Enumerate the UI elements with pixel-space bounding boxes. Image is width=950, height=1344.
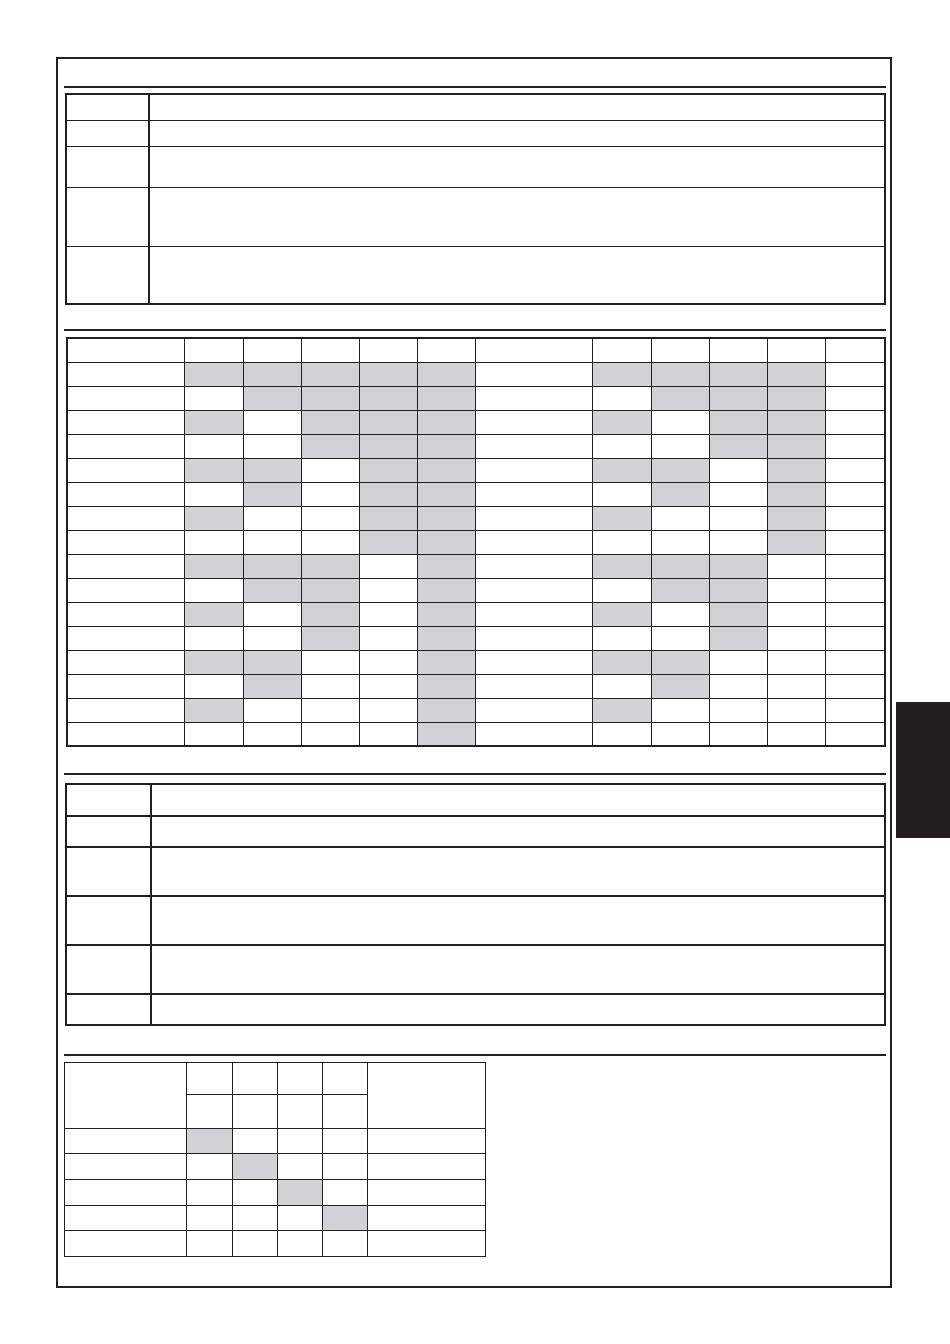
shaded-cell [651,362,709,386]
table-cell [243,338,301,362]
table-row [67,506,885,530]
shaded-cell [417,482,475,506]
shaded-cell [243,674,301,698]
table-cell [592,722,651,746]
table-cell [825,458,885,482]
table-row [65,1063,486,1095]
table-cell [592,530,651,554]
shaded-cell [651,482,709,506]
table-cell [67,650,184,674]
shaded-cell [767,530,825,554]
table-cell [475,434,592,458]
table-cell [184,722,243,746]
table-cell [301,674,359,698]
shaded-cell [417,722,475,746]
table-cell [475,626,592,650]
table-cell [825,578,885,602]
table-cell [243,506,301,530]
table-2 [66,337,886,747]
table-row [67,554,885,578]
table-cell [709,650,767,674]
table-cell [301,458,359,482]
shaded-cell [651,386,709,410]
table-row [67,578,885,602]
table-cell [651,722,709,746]
shaded-cell [301,362,359,386]
table-cell [67,722,184,746]
shaded-cell [709,578,767,602]
table-cell [184,530,243,554]
table-cell [243,722,301,746]
table-cell [651,434,709,458]
shaded-cell [359,458,417,482]
shaded-cell [417,530,475,554]
shaded-cell [301,410,359,434]
table-cell [475,386,592,410]
shaded-cell [651,554,709,578]
section-2-rule [64,329,886,331]
table-cell [67,530,184,554]
shaded-cell [417,434,475,458]
shaded-cell [184,602,243,626]
table-row [66,146,885,187]
table-cell [475,578,592,602]
shaded-cell [767,482,825,506]
table-cell [592,482,651,506]
table-4 [64,1062,486,1257]
table-cell [359,698,417,722]
shaded-cell [767,434,825,458]
table-cell [651,698,709,722]
shaded-cell [243,578,301,602]
table-cell [67,698,184,722]
table-cell [825,698,885,722]
table-cell [67,410,184,434]
table-cell [709,458,767,482]
section-1-rule [64,86,886,88]
table-cell [825,482,885,506]
shaded-cell [709,410,767,434]
table-cell [475,458,592,482]
table-cell [301,722,359,746]
table-cell [67,458,184,482]
table-cell [301,530,359,554]
table-cell [825,602,885,626]
table-cell [475,650,592,674]
section-4-rule [64,1054,886,1056]
table-cell [359,338,417,362]
table-cell [825,674,885,698]
shaded-cell [417,698,475,722]
table-cell [592,386,651,410]
section-3-rule [64,773,886,775]
table-cell [475,530,592,554]
table-cell [767,698,825,722]
table-cell [475,506,592,530]
table-cell [359,602,417,626]
table-cell [475,338,592,362]
table-row [67,386,885,410]
table-cell [67,482,184,506]
table-cell [475,482,592,506]
table-cell [592,674,651,698]
table-cell [825,650,885,674]
table-cell [67,578,184,602]
table-cell [592,578,651,602]
table-cell [359,626,417,650]
table-cell [709,506,767,530]
table-cell [184,434,243,458]
table-row [65,1154,486,1180]
table-row [67,722,885,746]
shaded-cell [709,362,767,386]
table-cell [184,338,243,362]
table-row [67,650,885,674]
table-cell [475,602,592,626]
table-row [67,698,885,722]
table-cell [825,722,885,746]
shaded-cell [709,554,767,578]
shaded-cell [767,386,825,410]
table-row [65,1129,486,1154]
shaded-cell [417,458,475,482]
table-cell [301,338,359,362]
table-cell [651,410,709,434]
shaded-cell [417,626,475,650]
table-cell [67,434,184,458]
table-cell [359,674,417,698]
shaded-cell [417,650,475,674]
table-row [65,1180,486,1206]
shaded-cell [301,434,359,458]
table-cell [709,722,767,746]
shaded-cell [592,554,651,578]
table-cell [592,434,651,458]
shaded-cell [767,362,825,386]
table-cell [651,626,709,650]
table-3 [65,783,886,1026]
table-row [66,784,885,816]
table-row [66,816,885,847]
table-row [67,434,885,458]
table-cell [184,482,243,506]
table-cell [67,626,184,650]
table-cell [767,722,825,746]
shaded-cell [417,410,475,434]
shaded-cell [417,674,475,698]
shaded-cell [359,506,417,530]
table-cell [825,506,885,530]
shaded-cell [592,506,651,530]
shaded-cell [709,602,767,626]
table-row [67,674,885,698]
shaded-cell [243,650,301,674]
table-cell [359,722,417,746]
table-cell [475,698,592,722]
shaded-cell [767,458,825,482]
shaded-cell [184,410,243,434]
shaded-cell [301,386,359,410]
shaded-cell [592,650,651,674]
shaded-cell [417,362,475,386]
shaded-cell [359,410,417,434]
table-cell [67,338,184,362]
shaded-cell [651,650,709,674]
table-row [66,120,885,146]
table-cell [243,530,301,554]
shaded-cell [243,554,301,578]
shaded-cell [709,386,767,410]
shaded-cell [417,554,475,578]
table-cell [359,578,417,602]
table-row [66,994,885,1025]
shaded-cell [184,506,243,530]
table-row [66,847,885,896]
table-cell [767,626,825,650]
shaded-cell [301,578,359,602]
table-cell [184,626,243,650]
table-row [67,602,885,626]
shaded-cell [243,482,301,506]
table-row [66,945,885,994]
shaded-cell [592,602,651,626]
table-cell [651,338,709,362]
shaded-cell [592,458,651,482]
shaded-cell [359,434,417,458]
table-cell [767,338,825,362]
shaded-cell [359,482,417,506]
side-tab-marker [896,702,950,838]
shaded-cell [417,386,475,410]
table-cell [243,698,301,722]
table-cell [67,362,184,386]
table-cell [651,506,709,530]
table-cell [301,482,359,506]
table-cell [767,650,825,674]
table-cell [709,674,767,698]
table-row [66,896,885,945]
table-cell [184,578,243,602]
shaded-cell [709,626,767,650]
table-cell [825,386,885,410]
shaded-cell [359,386,417,410]
table-cell [67,554,184,578]
table-cell [301,698,359,722]
table-row [66,187,885,246]
shaded-cell [301,626,359,650]
shaded-cell [243,458,301,482]
table-row [67,530,885,554]
shaded-cell [184,554,243,578]
table-row [66,94,885,120]
table-cell [359,554,417,578]
table-cell [825,530,885,554]
table-row [67,410,885,434]
table-row [67,626,885,650]
table-cell [825,554,885,578]
table-cell [651,530,709,554]
shaded-cell [359,362,417,386]
shaded-cell [417,602,475,626]
shaded-cell [767,410,825,434]
table-cell [67,386,184,410]
shaded-cell [184,650,243,674]
table-cell [825,626,885,650]
table-cell [243,410,301,434]
table-row [66,246,885,304]
table-cell [767,578,825,602]
shaded-cell [417,506,475,530]
table-row [65,1206,486,1231]
table-cell [709,698,767,722]
table-cell [592,338,651,362]
shaded-cell [651,674,709,698]
table-cell [825,434,885,458]
shaded-cell [243,386,301,410]
table-cell [709,482,767,506]
shaded-cell [243,362,301,386]
table-cell [243,602,301,626]
shaded-cell [592,410,651,434]
table-header-row [67,338,885,362]
shaded-cell [592,362,651,386]
table-cell [243,434,301,458]
table-cell [301,650,359,674]
table-cell [709,530,767,554]
table-cell [651,602,709,626]
shaded-cell [184,362,243,386]
table-cell [475,410,592,434]
table-cell [475,722,592,746]
table-cell [67,506,184,530]
table-row [67,362,885,386]
table-cell [825,362,885,386]
shaded-cell [417,578,475,602]
table-cell [767,602,825,626]
shaded-cell [651,458,709,482]
table-row [65,1231,486,1257]
table-cell [475,362,592,386]
table-row [67,482,885,506]
shaded-cell [592,698,651,722]
table-cell [301,506,359,530]
shaded-cell [651,578,709,602]
shaded-cell [709,434,767,458]
shaded-cell [767,506,825,530]
table-cell [67,602,184,626]
table-cell [243,626,301,650]
table-cell [475,674,592,698]
table-cell [475,554,592,578]
shaded-cell [359,530,417,554]
shaded-cell [301,554,359,578]
shaded-cell [184,698,243,722]
table-cell [709,338,767,362]
table-cell [825,410,885,434]
table-cell [417,338,475,362]
table-row [67,458,885,482]
table-cell [184,386,243,410]
table-cell [825,338,885,362]
table-1 [65,93,886,305]
table-cell [359,650,417,674]
table-cell [767,554,825,578]
shaded-cell [184,458,243,482]
table-cell [592,626,651,650]
table-cell [184,674,243,698]
shaded-cell [301,602,359,626]
table-cell [767,674,825,698]
table-cell [67,674,184,698]
